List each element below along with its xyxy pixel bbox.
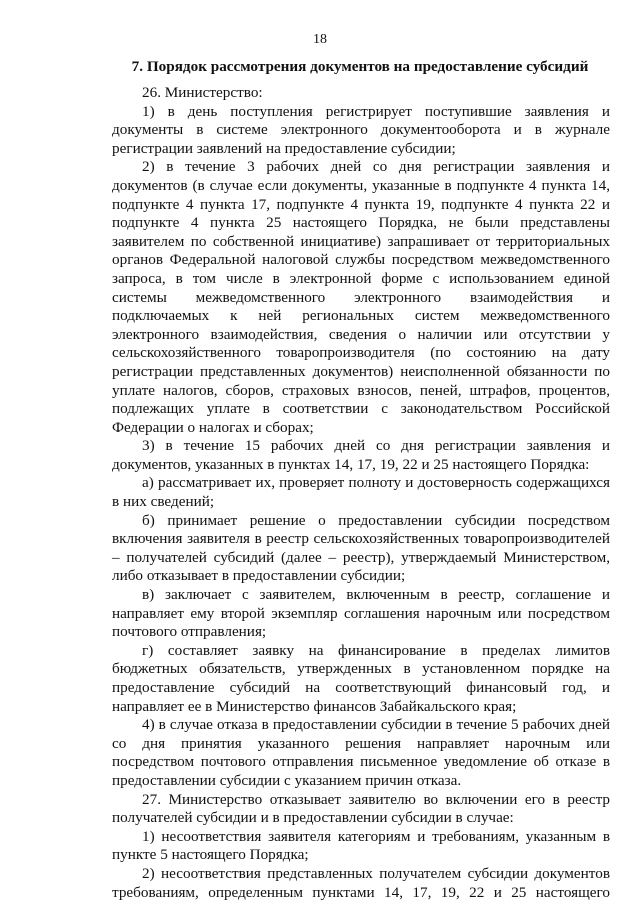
paragraph-26-item-3b: б) принимает решение о предоставлении субсидии посредством включения заявителя в реестр сельскохозяйственных товаропроизводителей – получателей субсидий (далее – реестр), утверждаемый Министерством, либо отказывает в предоставлении субсидии; <box>112 511 610 585</box>
section-heading: 7. Порядок рассмотрения документов на предоставление субсидий <box>131 58 589 75</box>
paragraph-26-item-3: 3) в течение 15 рабочих дней со дня регистрации заявления и документов, указанных в пунктах 14, 17, 19, 22 и 25 настоящего Порядка: <box>112 437 610 473</box>
paragraph-26-item-3v: в) заключает с заявителем, включенным в реестр, соглашение и направляет ему второй экземпляр соглашения нарочным или посредством почтового отправления; <box>112 586 610 641</box>
page-number: 18 <box>313 32 327 47</box>
paragraph-26-item-3g: г) составляет заявку на финансирование в пределах лимитов бюджетных обязательств, утвержденных в установленном порядке на предоставление субсидий на соответствующий финансовый год, и направляет ее в Министерство финансов Забайкальского края; <box>112 641 610 715</box>
paragraph-27-item-1: 1) несоответствия заявителя категориям и требованиям, указанным в пункте 5 настоящего Порядка; <box>112 827 610 864</box>
paragraph-26-item-1: 1) в день поступления регистрирует поступившие заявления и документы в системе электронного документооборота и в журнале регистрации заявлений на предоставление субсидии; <box>112 102 610 157</box>
paragraph-26-item-3a: а) рассматривает их, проверяет полноту и достоверность содержащихся в них сведений; <box>112 474 610 511</box>
paragraph-26: 26. Министерство: <box>142 84 263 101</box>
paragraph-26-item-2: 2) в течение 3 рабочих дней со дня регистрации заявления и документов (в случае если документы, указанные в подпункте 4 пункта 14, подпункте 4 пункта 17, подпункте 4 пункта 19, подпункте 4 пункта 22 и подпункте 4 пункта 25 настоящего Порядка, не были представлены заявителем по собственной инициативе) запрашивает от территориальных органов Федеральной налоговой службы посредством межведомственного запроса, в том числе в электронной форме с использованием единой системы межведомственного электронного взаимодействия и подключаемых к ней региональных систем межведомственного электронного взаимодействия, сведения о наличии или отсутствии у сельскохозяйственного товаропроизводителя (по состоянию на дату регистрации представленных документов) неисполненной обязанности по уплате налогов, сборов, страховых взносов, пеней, штрафов, процентов, подлежащих уплате в соответствии с законодательством Российской Федерации о налогах и сборах; <box>112 158 610 436</box>
paragraph-26-item-4: 4) в случае отказа в предоставлении субсидии в течение 5 рабочих дней со дня принятия указанного решения направляет нарочным или посредством почтового отправления письменное уведомление об отказе в предоставлении субсидии с указанием причин отказа. <box>112 716 610 789</box>
paragraph-27: 27. Министерство отказывает заявителю во включении его в реестр получателей субсидии и в предоставлении субсидии в случае: <box>112 790 610 827</box>
paragraph-27-item-2: 2) несоответствия представленных получателем субсидии документов требованиям, определенным пунктами 14, 17, 19, 22 и 25 настоящего <box>112 864 610 901</box>
document-body <box>112 84 610 902</box>
